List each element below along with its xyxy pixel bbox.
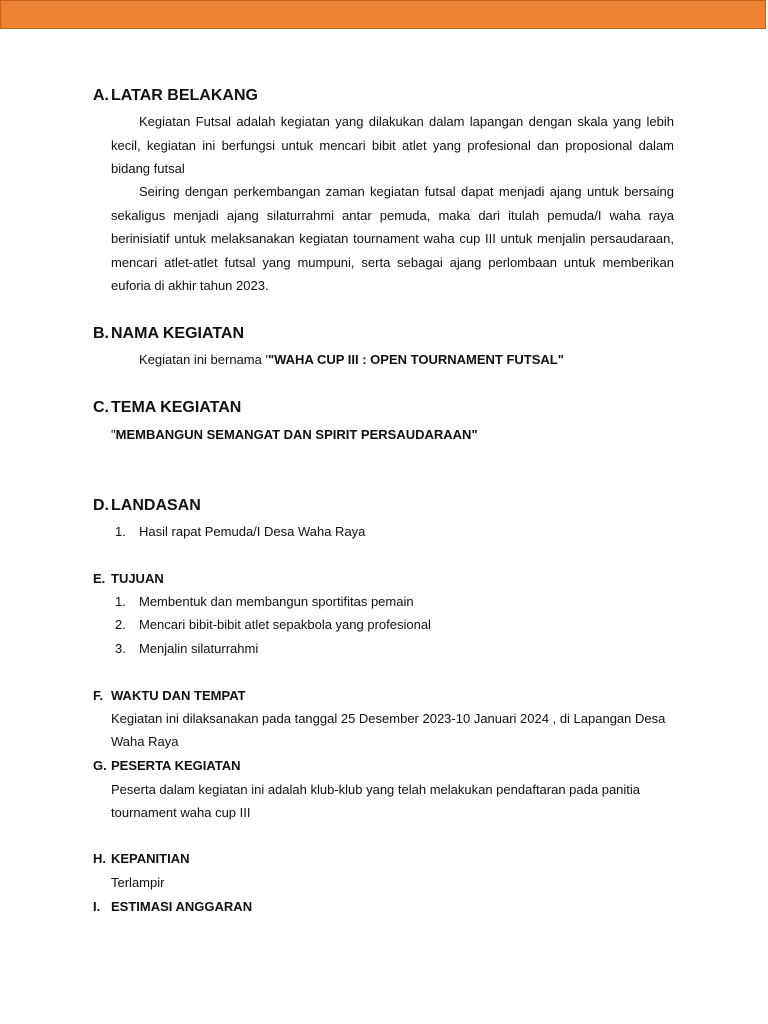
section-d-title: LANDASAN <box>111 497 201 514</box>
section-d-letter: D. <box>93 497 109 514</box>
section-a-letter: A. <box>93 87 109 104</box>
section-b-title: NAMA KEGIATAN <box>111 325 245 342</box>
section-c-heading <box>93 399 241 417</box>
section-g-title: PESERTA KEGIATAN <box>111 758 241 773</box>
list-item: 1. Hasil rapat Pemuda/I Desa Waha Raya <box>115 524 366 539</box>
section-a-title: LATAR BELAKANG <box>111 87 258 104</box>
section-c-letter: C. <box>93 399 109 416</box>
section-h-line-1: Terlampir <box>111 875 165 890</box>
section-b-heading <box>93 325 244 343</box>
section-g-heading <box>93 758 241 773</box>
section-i-letter: I. <box>93 899 101 914</box>
section-f-title: WAKTU DAN TEMPAT <box>111 688 246 703</box>
section-g-line-2: tournament waha cup III <box>111 805 251 820</box>
section-g-line-1: Peserta dalam kegiatan ini adalah klub-klub yang telah melakukan pendaftaran pada panitia <box>111 782 641 797</box>
section-h-letter: H. <box>93 851 106 866</box>
section-c-text: "MEMBANGUN SEMANGAT DAN SPIRIT PERSAUDARAAN" <box>111 427 478 442</box>
section-g-letter: G. <box>93 758 107 773</box>
section-f-line-2: Waha Raya <box>111 734 179 749</box>
section-a-paragraph-1: Kegiatan Futsal adalah kegiatan yang dilakukan dalam lapangan dengan skala yang lebih kecil, kegiatan ini berfungsi untuk mencari bibit atlet yang profesional dan proposional dalam bidang futsal <box>111 114 674 176</box>
section-a-paragraph-2: Seiring dengan perkembangan zaman kegiatan futsal dapat menjadi ajang untuk bersaing sekaligus menjadi ajang silaturrahmi antar pemuda, maka dari itulah pemuda/I waha raya berinisiatif untuk melaksanakan kegiatan tournament waha cup III untuk menjalin persaudaraan, mencari atlet-atlet futsal yang mumpuni, serta sebagai ajang perlombaan untuk memberikan euforia di akhir tahun 2023. <box>111 184 674 293</box>
section-f-heading <box>93 688 246 703</box>
section-h-heading <box>93 851 189 866</box>
section-a-heading <box>93 87 258 105</box>
list-item: 2. Mencari bibit-bibit atlet sepakbola yang profesional <box>115 617 431 632</box>
section-e-heading <box>93 571 164 586</box>
section-e-title: TUJUAN <box>111 571 164 586</box>
section-h-title: KEPANITIAN <box>111 851 190 866</box>
section-b-letter: B. <box>93 325 109 342</box>
section-i-heading <box>93 899 252 914</box>
section-b-text: Kegiatan ini bernama '"WAHA CUP III : OPEN TOURNAMENT FUTSAL" <box>139 352 564 367</box>
list-item: 3. Menjalin silaturrahmi <box>115 641 259 656</box>
section-i-title: ESTIMASI ANGGARAN <box>111 899 253 914</box>
section-d-heading <box>93 497 201 515</box>
section-f-line-1: Kegiatan ini dilaksanakan pada tanggal 25 Desember 2023-10 Januari 2024 , di Lapangan Desa <box>111 711 666 726</box>
section-e-letter: E. <box>93 571 106 586</box>
section-f-letter: F. <box>93 688 104 703</box>
list-item: 1. Membentuk dan membangun sportifitas pemain <box>115 594 414 609</box>
section-c-title: TEMA KEGIATAN <box>111 399 242 416</box>
